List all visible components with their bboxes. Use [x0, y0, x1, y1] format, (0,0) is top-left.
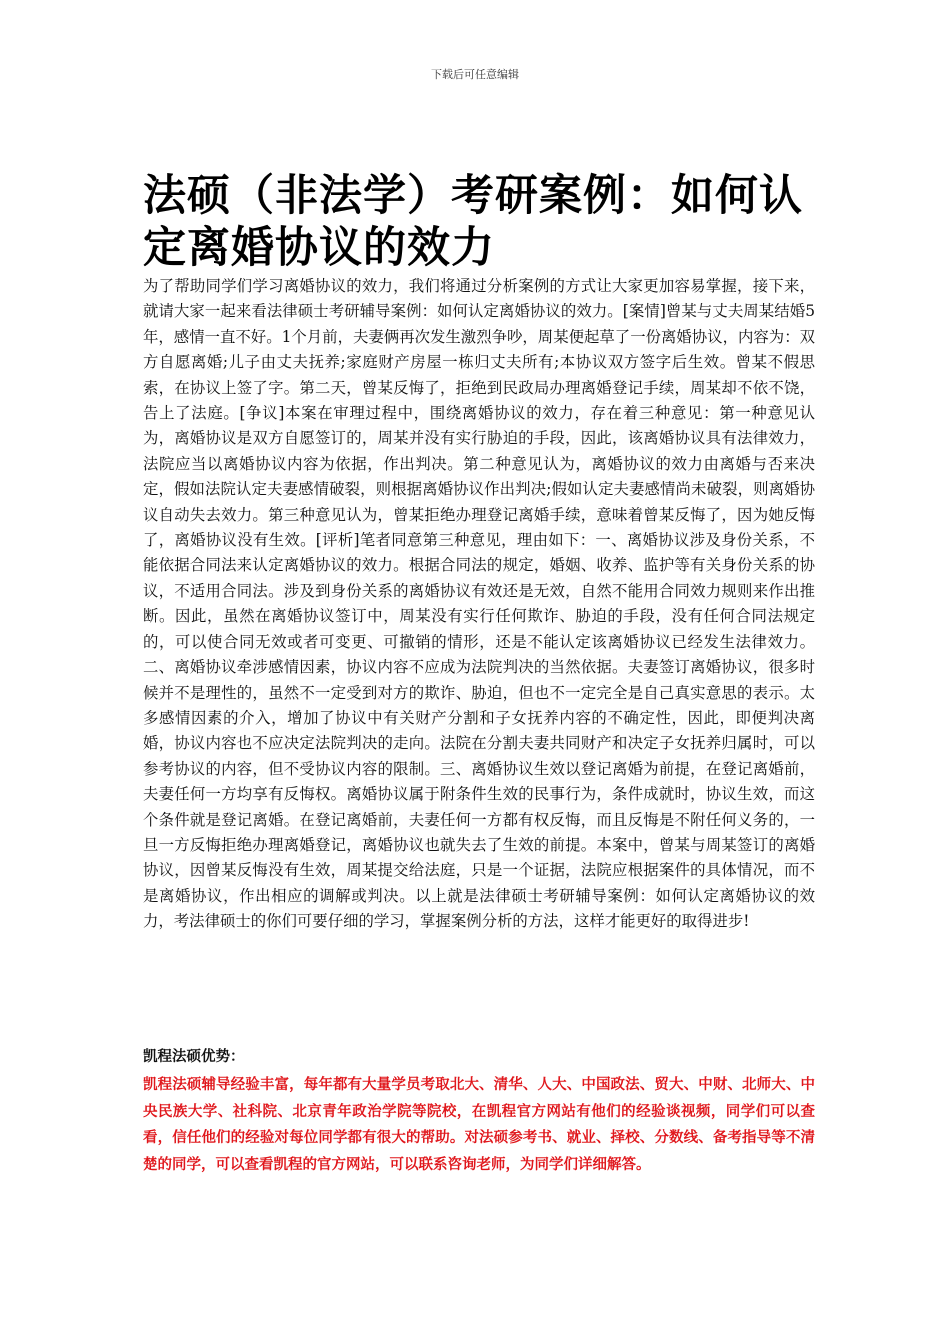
page-header-note: 下载后可任意编辑 — [431, 68, 519, 81]
article-body: 为了帮助同学们学习离婚协议的效力，我们将通过分析案例的方式让大家更加容易掌握，接下来，就请大家一起来看法律硕士考研辅导案例：如何认定离婚协议的效力。[案情]曾某与丈夫周某结婚5年，感情一直不好。1个月前，夫妻俩再次发生激烈争吵，周某便起草了一份离婚协议，内容为：双方自愿离婚;儿子由丈夫抚养;家庭财产房屋一栋归丈夫所有;本协议双方签字后生效。曾某不假思索，在协议上签了字。第二天，曾某反悔了，拒绝到民政局办理离婚登记手续，周某却不依不饶，告上了法庭。[争议]本案在审理过程中，围绕离婚协议的效力，存在着三种意见：第一种意见认为，离婚协议是双方自愿签订的，周某并没有实行胁迫的手段，因此，该离婚协议具有法律效力，法院应当以离婚协议内容为依据，作出判决。第二种意见认为，离婚协议的效力由离婚与否来决定，假如法院认定夫妻感情破裂，则根据离婚协议作出判决;假如认定夫妻感情尚未破裂，则离婚协议自动失去效力。第三种意见认为，曾某拒绝办理登记离婚手续，意味着曾某反悔了，因为她反悔了，离婚协议没有生效。[评析]笔者同意第三种意见，理由如下：一、离婚协议涉及身份关系，不能依据合同法来认定离婚协议的效力。根据合同法的规定，婚姻、收养、监护等有关身份关系的协议，不适用合同法。涉及到身份关系的离婚协议有效还是无效，自然不能用合同效力规则来作出推断。因此，虽然在离婚协议签订中，周某没有实行任何欺诈、胁迫的手段，没有任何合同法规定的，可以使合同无效或者可变更、可撤销的情形，还是不能认定该离婚协议已经发生法律效力。二、离婚协议牵涉感情因素，协议内容不应成为法院判决的当然依据。夫妻签订离婚协议，很多时候并不是理性的，虽然不一定受到对方的欺诈、胁迫，但也不一定完全是自己真实意思的表示。太多感情因素的介入，增加了协议中有关财产分割和子女抚养内容的不确定性，因此，即便判决离婚，协议内容也不应决定法院判决的走向。法院在分割夫妻共同财产和决定子女抚养归属时，可以参考协议的内容，但不受协议内容的限制。三、离婚协议生效以登记离婚为前提，在登记离婚前，夫妻任何一方均享有反悔权。离婚协议属于附条件生效的民事行为，条件成就时，协议生效，而这个条件就是登记离婚。在登记离婚前，夫妻任何一方都有权反悔，而且反悔是不附任何义务的，一旦一方反悔拒绝办理离婚登记，离婚协议也就失去了生效的前提。本案中，曾某与周某签订的离婚协议，因曾某反悔没有生效，周某提交给法庭，只是一个证据，法院应根据案件的具体情况，而不是离婚协议，作出相应的调解或判决。以上就是法律硕士考研辅导案例：如何认定离婚协议的效力，考法律硕士的你们可要仔细的学习，掌握案例分析的方法，这样才能更好的取得进步! — [143, 277, 815, 931]
article-title: 法硕（非法学）考研案例：如何认定离婚协议的效力 — [143, 171, 803, 273]
promo-heading: 凯程法硕优势： — [143, 1049, 245, 1065]
promo-text: 凯程法硕辅导经验丰富，每年都有大量学员考取北大、清华、人大、中国政法、贸大、中财、北师大、中央民族大学、社科院、北京青年政治学院等院校，在凯程官方网站有他们的经验谈视频，同学们可以查看，信任他们的经验对每位同学都有很大的帮助。对法硕参考书、就业、择校、分数线、备考指导等不清楚的同学，可以查看凯程的官方网站，可以联系咨询老师，为同学们详细解答。 — [143, 1077, 815, 1173]
